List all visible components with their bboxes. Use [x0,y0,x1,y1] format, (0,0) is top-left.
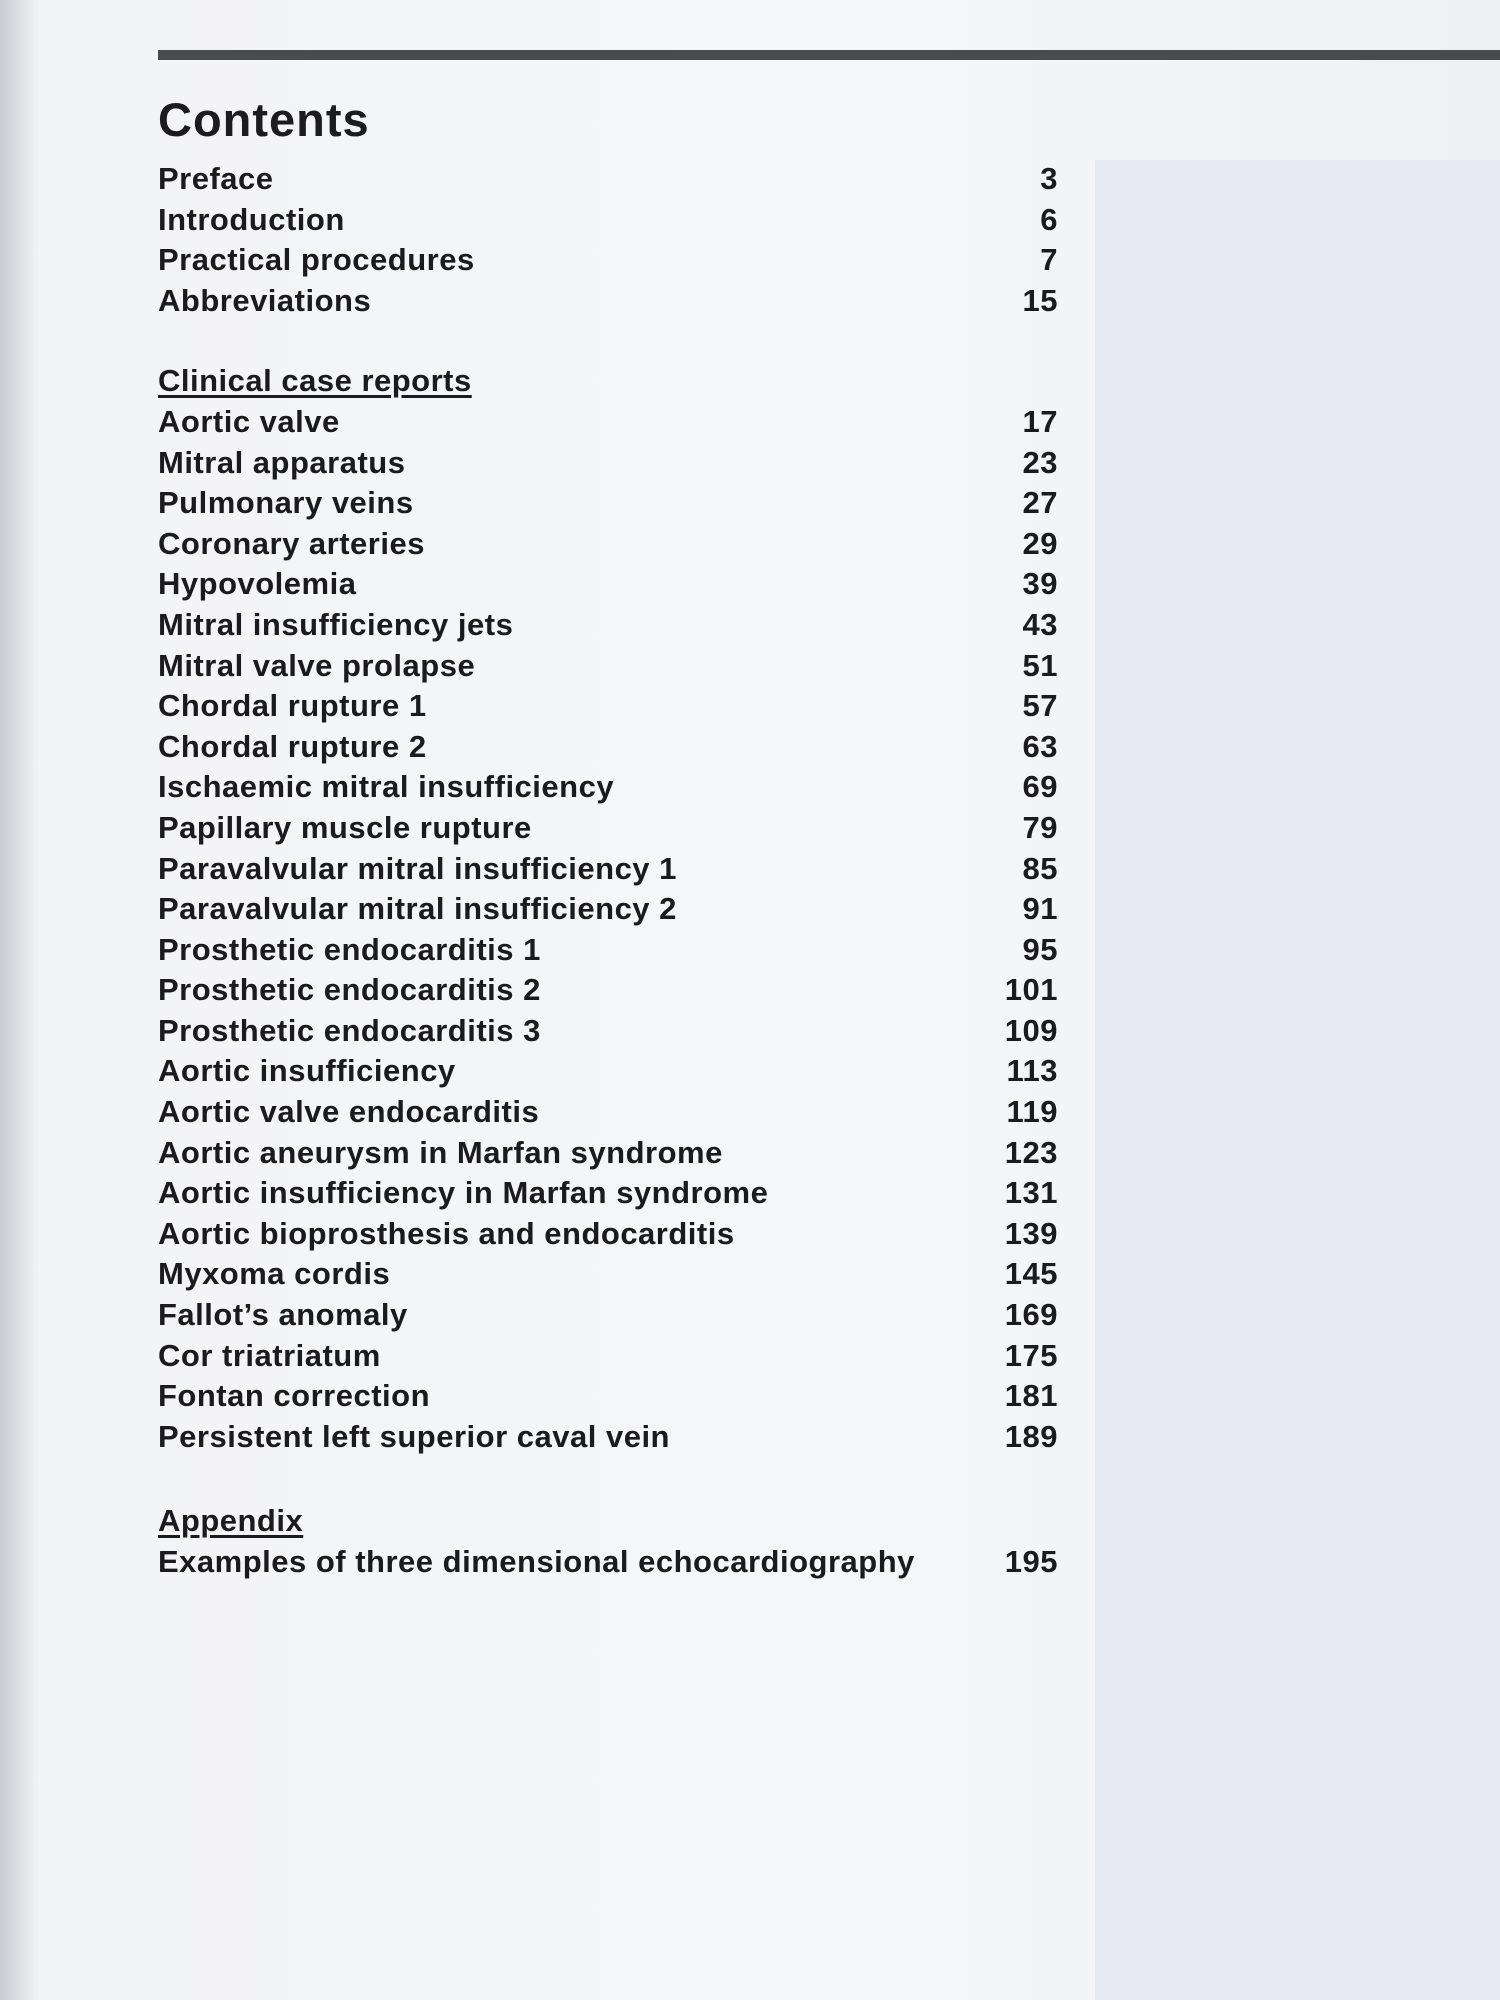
toc-entry-page-number: 85 [1022,850,1058,886]
toc-entry-page-number: 123 [1004,1134,1058,1170]
toc-entry [158,932,1058,973]
toc-entry [158,485,1058,526]
toc-entry-page-number: 145 [1004,1256,1058,1292]
toc-entry [158,648,1058,689]
toc-entry [158,1378,1058,1419]
page-gutter-shadow [0,0,40,2000]
toc-entry-title: Myxoma cordis [158,1256,391,1292]
toc-entry-page-number: 69 [1022,769,1058,805]
toc-entry-page-number: 39 [1022,566,1058,602]
facing-page-shadow [1095,160,1500,2000]
top-rule [158,50,1500,60]
toc-entry-page-number: 79 [1022,809,1058,845]
toc-entry-title: Ischaemic mitral insufficiency [158,769,615,805]
toc-entry-title: Aortic insufficiency in Marfan syndrome [158,1175,769,1211]
toc-entry [158,445,1058,486]
front-matter-list [158,161,1058,323]
toc-entry-page-number: 43 [1022,606,1058,642]
toc-entry [158,972,1058,1013]
toc-entry-title: Aortic valve endocarditis [158,1094,540,1130]
toc-entry-title: Aortic insufficiency [158,1053,456,1089]
toc-entry-page-number: 95 [1022,931,1058,967]
toc-entry-page-number: 109 [1004,1012,1058,1048]
toc-entry-page-number: 91 [1022,891,1058,927]
toc-entry-page-number: 101 [1004,972,1058,1008]
toc-entry-page-number: 17 [1022,403,1058,439]
toc-entry-title: Fallot’s anomaly [158,1297,408,1333]
toc-entry [158,891,1058,932]
toc-entry-title: Coronary arteries [158,525,425,561]
toc-entry [158,202,1058,243]
toc-entry-title: Aortic valve [158,403,340,439]
toc-entry [158,1175,1058,1216]
toc-entry [158,1338,1058,1379]
toc-entry-title: Fontan correction [158,1378,431,1414]
toc-entry-title: Pulmonary veins [158,485,414,521]
toc-entry-title: Introduction [158,201,345,237]
appendix-list [158,1544,1058,1585]
toc-entry-title: Persistent left superior caval vein [158,1418,670,1454]
toc-entry-title: Hypovolemia [158,566,357,602]
toc-entry-page-number: 29 [1022,525,1058,561]
toc-entry-page-number: 27 [1022,485,1058,521]
toc-entry-title: Prosthetic endocarditis 1 [158,931,541,967]
toc-entry-title: Mitral apparatus [158,444,406,480]
toc-entry [158,1013,1058,1054]
toc-entry-page-number: 15 [1022,282,1058,318]
toc-entry-page-number: 175 [1004,1337,1058,1373]
toc-entry [158,607,1058,648]
toc-entry-page-number: 57 [1022,688,1058,724]
toc-entry-title: Practical procedures [158,242,475,278]
toc-entry [158,242,1058,283]
toc-entry [158,1216,1058,1257]
toc-entry-title: Aortic bioprosthesis and endocarditis [158,1215,735,1251]
toc-entry-title: Mitral insufficiency jets [158,606,514,642]
toc-entry [158,851,1058,892]
toc-entry [158,526,1058,567]
toc-entry-page-number: 51 [1022,647,1058,683]
toc-entry [158,729,1058,770]
toc-entry [158,1544,1058,1585]
toc-entry-page-number: 3 [1040,161,1058,196]
toc-entry-title: Abbreviations [158,282,372,318]
toc-entry [158,1256,1058,1297]
toc-entry-title: Prosthetic endocarditis 3 [158,1012,541,1048]
toc-entry-page-number: 7 [1040,242,1058,278]
toc-entry-page-number: 189 [1004,1418,1058,1454]
spacer [158,1459,1058,1503]
clinical-case-reports-heading: Clinical case reports [158,363,472,399]
toc-entry-title: Examples of three dimensional echocardiography [158,1544,915,1579]
toc-entry [158,1135,1058,1176]
toc-entry-page-number: 131 [1004,1175,1058,1211]
toc-entry [158,1297,1058,1338]
contents-title: Contents [158,93,370,146]
toc-entry [158,1053,1058,1094]
toc-entry [158,1094,1058,1135]
toc-entry-title: Preface [158,161,274,196]
toc-entry-title: Paravalvular mitral insufficiency 2 [158,891,677,927]
clinical-case-reports-list [158,404,1058,1459]
toc-entry-title: Papillary muscle rupture [158,809,532,845]
toc-entry [158,1419,1058,1460]
toc-entry-page-number: 181 [1004,1378,1058,1414]
toc-entry-page-number: 139 [1004,1215,1058,1251]
spacer [158,323,1058,363]
appendix-heading: Appendix [158,1503,304,1539]
toc-entry-title: Aortic aneurysm in Marfan syndrome [158,1134,723,1170]
toc-entry-title: Chordal rupture 1 [158,688,427,724]
toc-entry [158,161,1058,202]
toc-entry [158,769,1058,810]
toc-entry-page-number: 169 [1004,1297,1058,1333]
toc-entry-page-number: 119 [1006,1094,1058,1130]
toc-entry-page-number: 63 [1022,728,1058,764]
toc-entry [158,404,1058,445]
toc-entry-title: Paravalvular mitral insufficiency 1 [158,850,677,886]
toc-entry [158,688,1058,729]
toc-entry-title: Prosthetic endocarditis 2 [158,972,541,1008]
toc-entry-title: Chordal rupture 2 [158,728,427,764]
toc-entry-title: Cor triatriatum [158,1337,381,1373]
toc-entry-page-number: 23 [1022,444,1058,480]
table-of-contents [158,92,1058,1585]
toc-entry-page-number: 195 [1004,1544,1058,1579]
toc-entry-page-number: 6 [1040,201,1058,237]
toc-entry [158,810,1058,851]
toc-entry [158,566,1058,607]
toc-entry-page-number: 113 [1006,1053,1058,1089]
toc-entry-title: Mitral valve prolapse [158,647,476,683]
toc-entry [158,283,1058,324]
